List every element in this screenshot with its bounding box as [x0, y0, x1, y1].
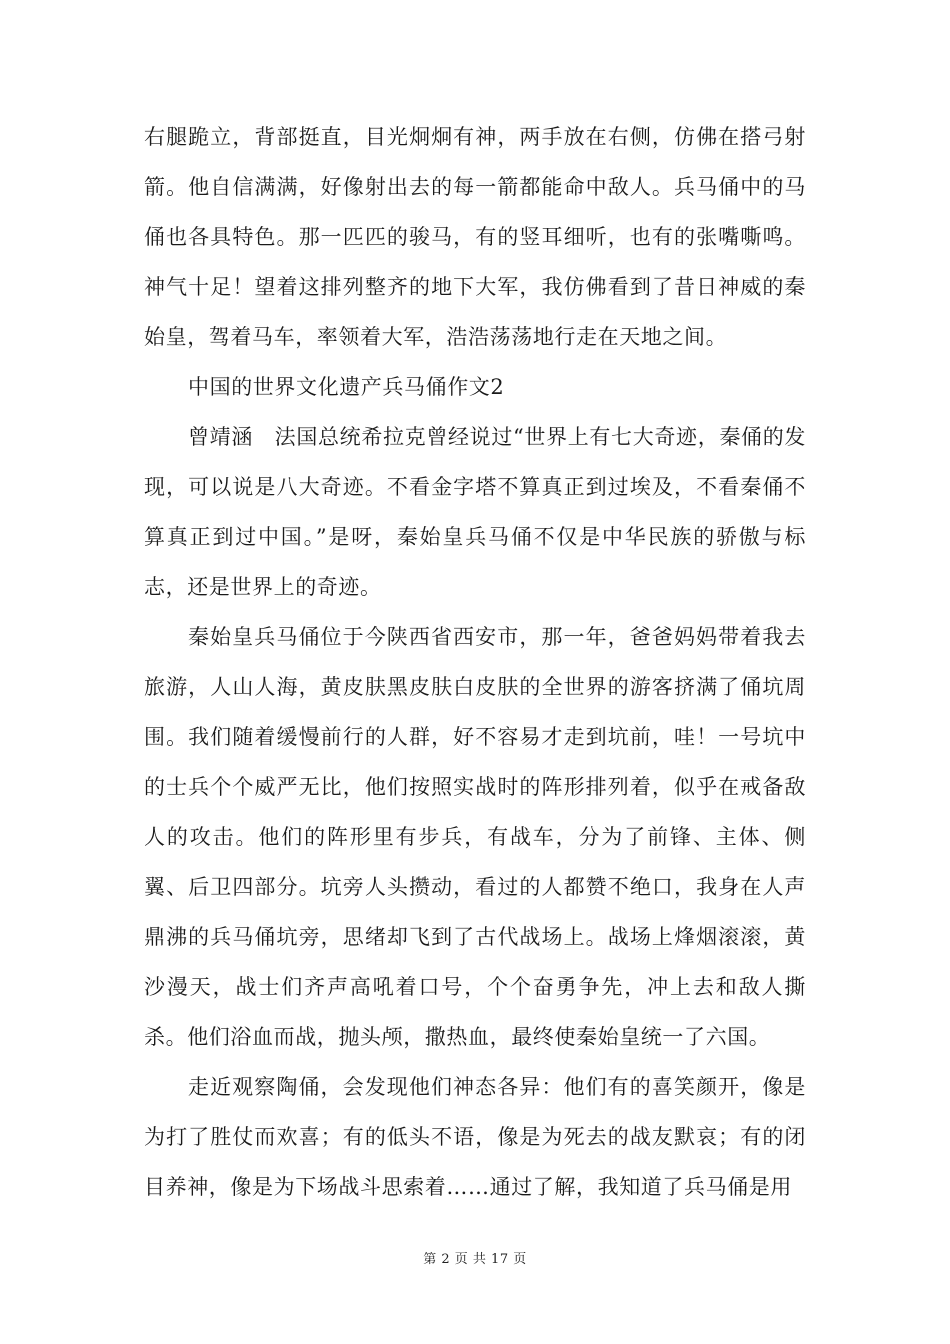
essay-title: 中国的世界文化遗产兵马俑作文2 [188, 375, 505, 399]
page-footer: 第 2 页 共 17 页 [423, 1252, 527, 1267]
paragraph-continuation: 右腿跪立，背部挺直，目光炯炯有神，两手放在右侧，仿佛在搭弓射箭。他自信满满，好像射出去的每一箭都能命中敌人。兵马俑中的马俑也各具特色。那一匹匹的骏马，有的竖耳细听，也有的张嘴嘶鸣。神气十足！望着这排列整齐的地下大军，我仿佛看到了昔日神威的秦始皇，驾着马车，率领着大军，浩浩荡荡地行走在天地之间。 [144, 125, 806, 349]
paragraph-intro: 曾靖涵 法国总统希拉克曾经说过“世界上有七大奇迹，秦俑的发现，可以说是八大奇迹。不看金字塔不算真正到过埃及，不看秦俑不算真正到过中国。”是呀，秦始皇兵马俑不仅是中华民族的骄傲与标志，还是世界上的奇迹。 [144, 425, 806, 599]
document-body [144, 112, 806, 1212]
paragraph-observation: 走近观察陶俑，会发现他们神态各异：他们有的喜笑颜开，像是为打了胜仗而欢喜；有的低头不语，像是为死去的战友默哀；有的闭目养神，像是为下场战斗思索着……通过了解，我知道了兵马俑是用 [144, 1075, 806, 1199]
paragraph-visit: 秦始皇兵马俑位于今陕西省西安市，那一年，爸爸妈妈带着我去旅游，人山人海，黄皮肤黑皮肤白皮肤的全世界的游客挤满了俑坑周围。我们随着缓慢前行的人群，好不容易才走到坑前，哇！一号坑中的士兵个个威严无比，他们按照实战时的阵形排列着，似乎在戒备敌人的攻击。他们的阵形里有步兵，有战车，分为了前锋、主体、侧翼、后卫四部分。坑旁人头攒动，看过的人都赞不绝口，我身在人声鼎沸的兵马俑坑旁，思绪却飞到了古代战场上。战场上烽烟滚滚，黄沙漫天，战士们齐声高吼着口号，个个奋勇争先，冲上去和敌人撕杀。他们浴血而战，抛头颅，撒热血，最终使秦始皇统一了六国。 [144, 625, 806, 1049]
